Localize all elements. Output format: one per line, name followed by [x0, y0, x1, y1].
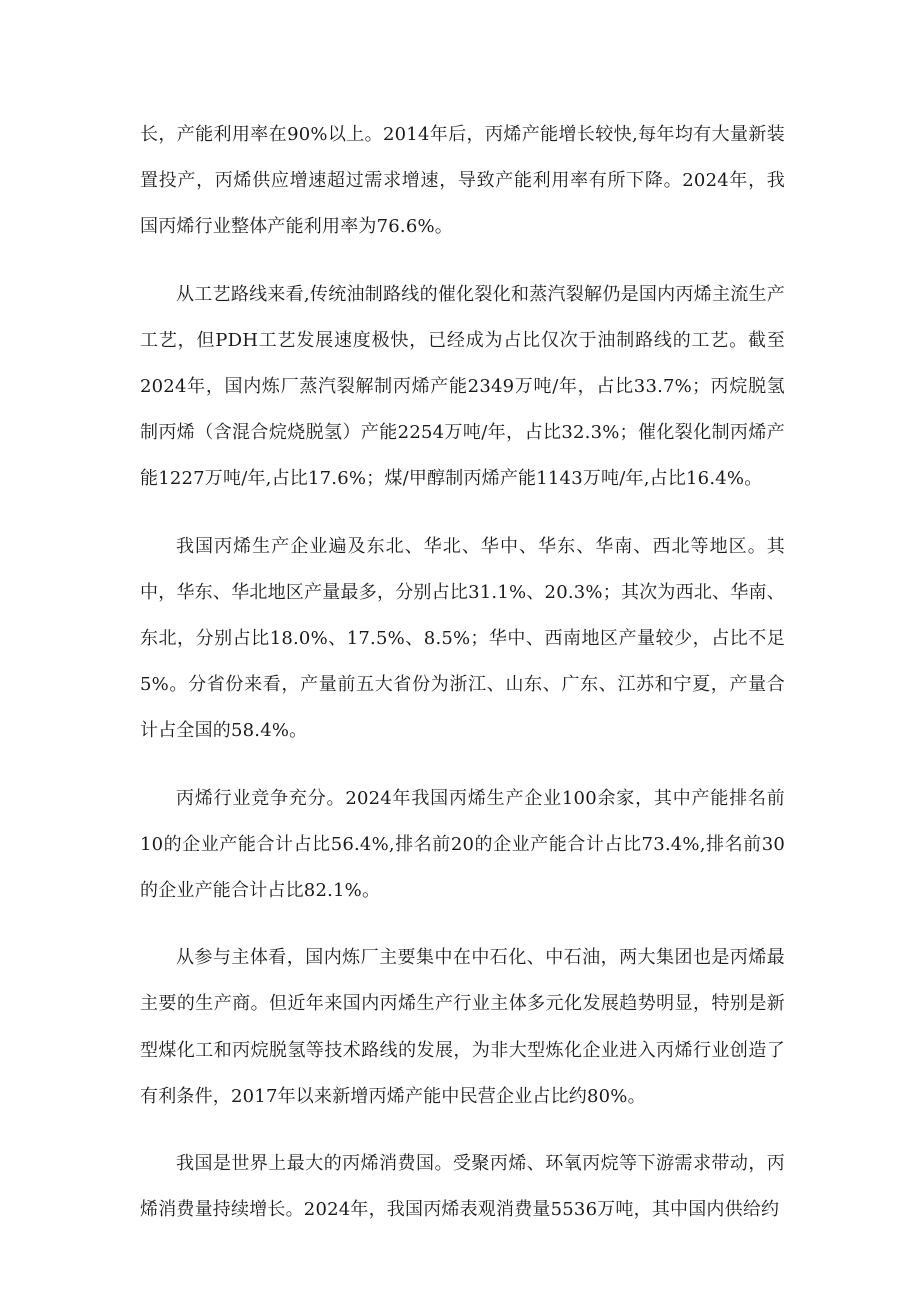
paragraph-consumption: 我国是世界上最大的丙烯消费国。受聚丙烯、环氧丙烷等下游需求带动，丙烯消费量持续增长。2024年，我国丙烯表观消费量5536万吨，其中国内供给约: [140, 1153, 785, 1221]
paragraph-capacity-utilization: 长，产能利用率在90%以上。2014年后，丙烯产能增长较快,每年均有大量新装置投产，丙烯供应增速超过需求增速，导致产能利用率有所下降。2024年，我国丙烯行业整体产能利用率为76.6%。: [140, 124, 785, 238]
paragraph-market-competition: 丙烯行业竞争充分。2024年我国丙烯生产企业100余家，其中产能排名前10的企业产能合计占比56.4%,排名前20的企业产能合计占比73.4%,排名前30的企业产能合计占比82.1%。: [140, 787, 785, 902]
document-body: [140, 112, 785, 1254]
paragraph-regional-distribution: 我国丙烯生产企业遍及东北、华北、华中、华东、华南、西北等地区。其中，华东、华北地区产量最多，分别占比31.1%、20.3%；其次为西北、华南、东北，分别占比18.0%、17.5%、8.5%；华中、西南地区产量较少，占比不足5%。分省份来看，产量前五大省份为浙江、山东、广东、江苏和宁夏，产量合计占全国的58.4%。: [140, 535, 785, 742]
paragraph-market-participants: 从参与主体看，国内炼厂主要集中在中石化、中石油，两大集团也是丙烯最主要的生产商。但近年来国内丙烯生产行业主体多元化发展趋势明显，特别是新型煤化工和丙烷脱氢等技术路线的发展，为非大型炼化企业进入丙烯行业创造了有利条件，2017年以来新增丙烯产能中民营企业占比约80%。: [140, 947, 785, 1107]
paragraph-process-routes: 从工艺路线来看,传统油制路线的催化裂化和蒸汽裂解仍是国内丙烯主流生产工艺，但PDH工艺发展速度极快，已经成为占比仅次于油制路线的工艺。截至2024年，国内炼厂蒸汽裂解制丙烯产能2349万吨/年，占比33.7%；丙烷脱氢制丙烯（含混合烷烧脱氢）产能2254万吨/年，占比32.3%；催化裂化制丙烯产能1227万吨/年,占比17.6%；煤/甲醇制丙烯产能1143万吨/年,占比16.4%。: [140, 283, 785, 490]
